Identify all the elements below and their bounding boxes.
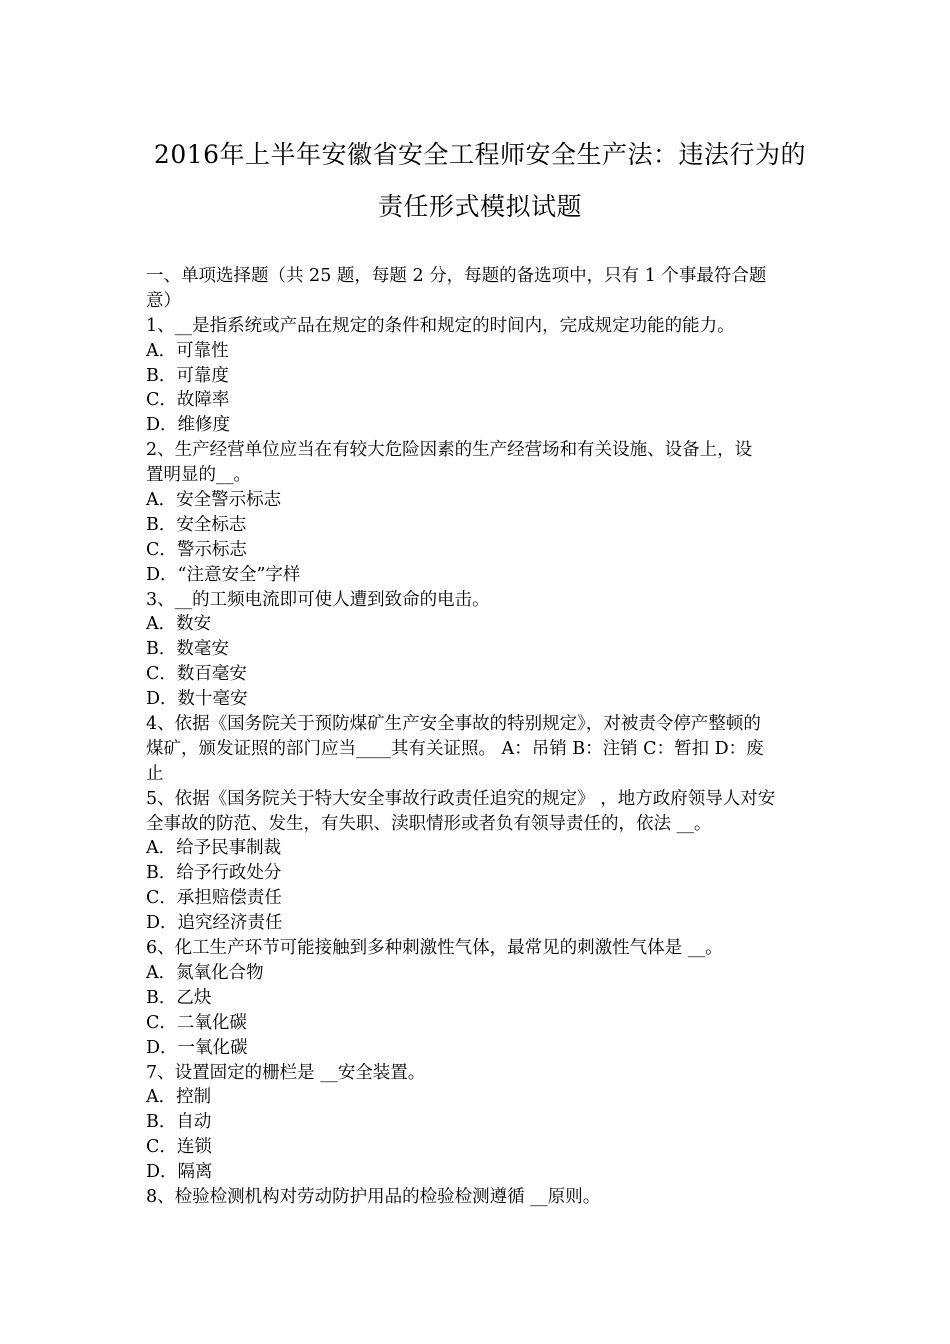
text-line: 一、单项选择题（共 25 题，每题 2 分，每题的备选项中，只有 1 个事最符合题 [146, 266, 767, 286]
text-line: 全事故的防范、发生，有失职、渎职情形或者负有领导责任的，依法 __。 [146, 813, 712, 834]
text-line: A．氮氧化合物 [146, 962, 264, 983]
text-line: B．安全标志 [146, 514, 247, 535]
text-line: C．连锁 [146, 1137, 212, 1158]
text-line: A．数安 [146, 614, 212, 635]
text-line: 6、化工生产环节可能接触到多种刺激性气体，最常见的刺激性气体是 __。 [146, 938, 723, 959]
text-line: C．承担赔偿责任 [146, 888, 282, 909]
text-line: 7、设置固定的栅栏是 __安全装置。 [146, 1062, 426, 1083]
document-title-line-1: 2016年上半年安徽省安全工程师安全生产法：违法行为的 [153, 140, 807, 169]
text-line: B．数毫安 [146, 639, 229, 660]
text-line: 8、检验检测机构对劳动防护用品的检验检测遵循 __原则。 [146, 1186, 601, 1207]
text-line: D．一氧化碳 [146, 1037, 248, 1058]
text-line: A．安全警示标志 [146, 490, 282, 511]
text-line: 1、__是指系统或产品在规定的条件和规定的时间内，完成规定功能的能力。 [146, 315, 735, 336]
text-line: 意） [146, 290, 181, 311]
text-line: 煤矿，颁发证照的部门应当____其有关证照。 A：吊销 B：注销 C：暂扣 D：废 [146, 738, 764, 759]
text-line: B．乙炔 [146, 987, 212, 1008]
text-line: 置明显的__。 [146, 465, 251, 486]
text-line: 2、生产经营单位应当在有较大危险因素的生产经营场和有关设施、设备上，设 [146, 440, 753, 461]
text-line: 止 [146, 763, 164, 784]
text-line: A．可靠性 [146, 340, 229, 361]
text-line: 5、依据《国务院关于特大安全事故行政责任追究的规定》 ，地方政府领导人对安 [146, 788, 776, 809]
text-line: D．追究经济责任 [146, 913, 283, 934]
text-line: A．给予民事制裁 [146, 838, 282, 859]
text-line: D．“注意安全”字样 [146, 564, 301, 585]
text-line: C．警示标志 [146, 539, 247, 560]
text-line: B．可靠度 [146, 365, 229, 386]
text-line: C．故障率 [146, 390, 230, 411]
text-line: 3、__的工频电流即可使人遭到致命的电击。 [146, 589, 490, 610]
text-line: B．自动 [146, 1112, 212, 1133]
text-line: 4、依据《国务院关于预防煤矿生产安全事故的特别规定》，对被责令停产整顿的 [146, 714, 761, 735]
text-line: D．维修度 [146, 415, 231, 436]
text-line: A．控制 [146, 1087, 212, 1108]
text-line: C．二氧化碳 [146, 1012, 247, 1033]
text-line: D．隔离 [146, 1162, 213, 1183]
text-line: D．数十毫安 [146, 689, 248, 710]
document-title-line-2: 责任形式模拟试题 [377, 192, 582, 221]
exam-body [146, 264, 810, 1210]
text-line: B．给予行政处分 [146, 863, 282, 884]
text-line: C．数百毫安 [146, 664, 247, 685]
